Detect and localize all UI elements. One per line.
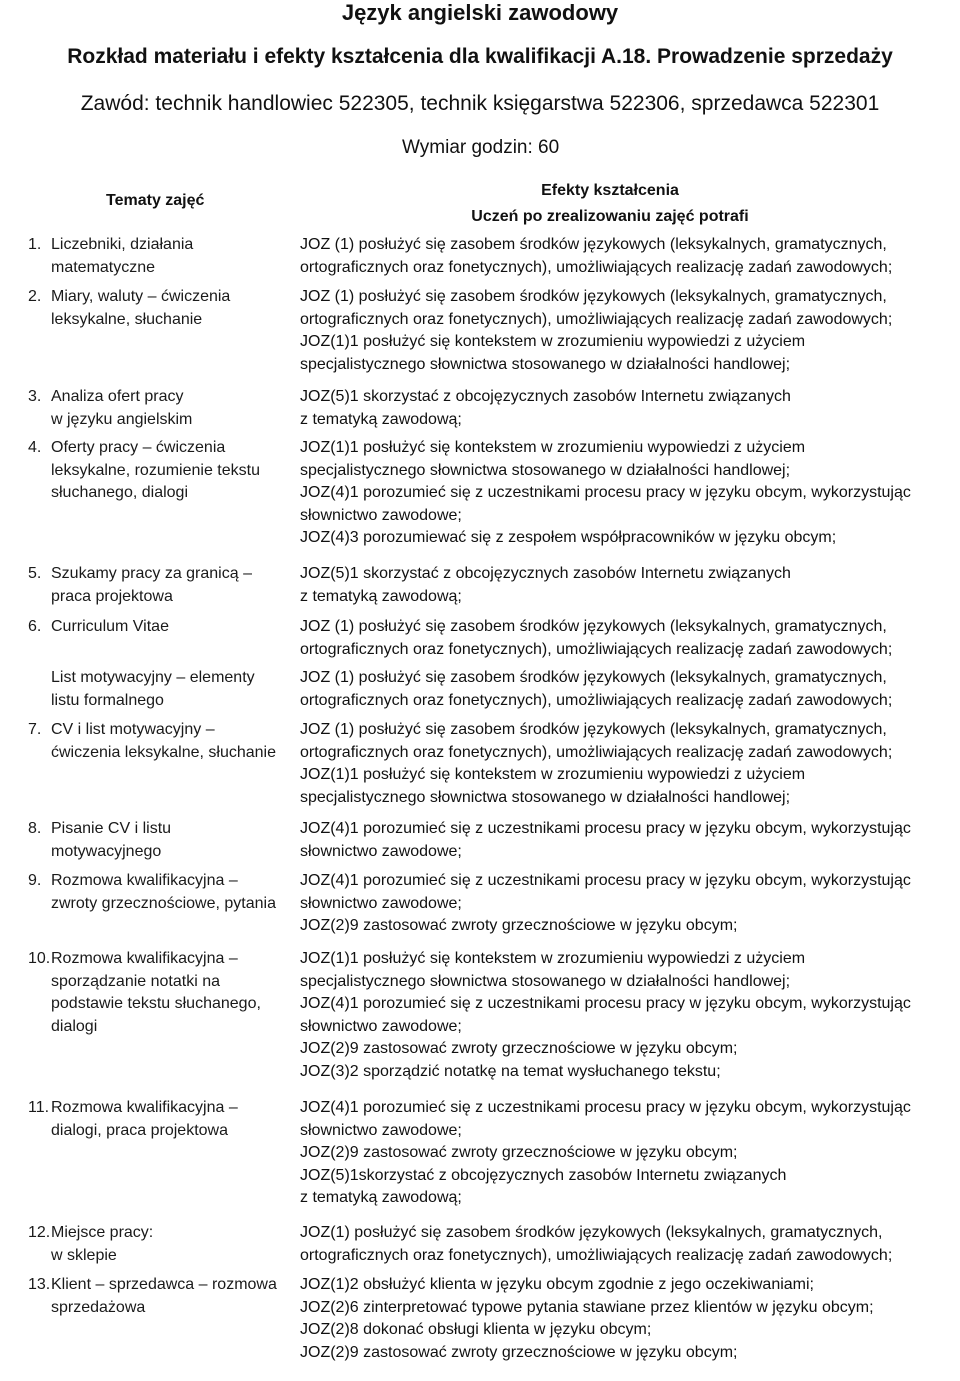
effect-line: ortograficznych oraz fonetycznych), umożliwiających realizację zadań zawodowych;: [300, 310, 893, 328]
topic-cell: [28, 437, 290, 505]
effect-line: JOZ(1)2 obsłużyć klienta w języku obcym zgodnie z jego oczekiwaniami;: [300, 1276, 814, 1293]
topic-text: leksykalne, słuchanie: [51, 310, 203, 328]
effects-cell: [300, 386, 940, 431]
effect-line: JOZ(1) posłużyć się zasobem środków językowych (leksykalnych, gramatycznych,: [300, 1224, 883, 1241]
hours-line: Wymiar godzin: 60: [402, 137, 560, 158]
topic-number: 10.: [28, 950, 51, 967]
topic-cell: [28, 870, 290, 915]
effect-line: JOZ(2)9 zastosować zwroty grzecznościowe w języku obcym;: [300, 917, 738, 934]
topic-number: 7.: [28, 721, 42, 738]
effect-line: JOZ (1) posłużyć się zasobem środków językowych (leksykalnych, gramatycznych,: [300, 618, 887, 635]
topic-text: w sklepie: [51, 1246, 117, 1264]
effect-line: ortograficznych oraz fonetycznych), umożliwiających realizację zadań zawodowych;: [300, 691, 893, 709]
topic-cell: [28, 1222, 290, 1267]
effect-line: JOZ(5)1skorzystać z obcojęzycznych zasobów Internetu związanych: [300, 1166, 787, 1184]
topic-text: Curriculum Vitae: [51, 618, 169, 635]
topic-text: listu formalnego: [51, 691, 164, 709]
effects-cell: [300, 1222, 940, 1267]
topic-text: ćwiczenia leksykalne, słuchanie: [51, 743, 276, 761]
topic-cell: [28, 667, 290, 712]
effects-cell: [300, 818, 940, 863]
topic-text: CV i list motywacyjny –: [51, 721, 215, 738]
effect-line: słownictwo zawodowe;: [300, 1121, 462, 1139]
effect-line: z tematyką zawodową;: [300, 1189, 462, 1206]
effect-line: słownictwo zawodowe;: [300, 842, 462, 860]
topic-text: Szukamy pracy za granicą –: [51, 565, 252, 582]
topic-text: matematyczne: [51, 258, 156, 276]
topic-cell: [28, 818, 290, 863]
topics-column-header: Tematy zajęć: [106, 192, 205, 209]
effect-line: JOZ(1)1 posłużyć się kontekstem w zrozumieniu wypowiedzi z użyciem: [300, 333, 806, 350]
effect-line: JOZ (1) posłużyć się zasobem środków językowych (leksykalnych, gramatycznych,: [300, 236, 887, 253]
effect-line: JOZ (1) posłużyć się zasobem środków językowych (leksykalnych, gramatycznych,: [300, 721, 887, 738]
topic-text: dialogi: [51, 1017, 98, 1035]
effect-line: JOZ(4)1 porozumieć się z uczestnikami procesu pracy w języku obcym, wykorzystując: [300, 1099, 911, 1116]
topic-number: 1.: [28, 236, 42, 253]
topic-number: 2.: [28, 288, 42, 305]
effects-cell: [300, 616, 940, 661]
effects-cell: [300, 1097, 940, 1210]
topic-cell: [28, 1097, 290, 1142]
effect-line: specjalistycznego słownictwa stosowanego w działalności handlowej;: [300, 972, 791, 990]
effect-line: JOZ(4)1 porozumieć się z uczestnikami procesu pracy w języku obcym, wykorzystując: [300, 820, 911, 837]
effect-line: JOZ(2)6 zinterpretować typowe pytania stawiane przez klientów w języku obcym;: [300, 1298, 874, 1316]
topic-text: praca projektowa: [51, 587, 173, 605]
effects-cell: [300, 234, 940, 279]
effect-line: JOZ(5)1 skorzystać z obcojęzycznych zasobów Internetu związanych: [300, 388, 791, 405]
effect-line: JOZ(5)1 skorzystać z obcojęzycznych zasobów Internetu związanych: [300, 565, 791, 582]
effect-line: JOZ(1)1 posłużyć się kontekstem w zrozumieniu wypowiedzi z użyciem: [300, 950, 806, 967]
effects-cell: [300, 563, 940, 608]
topic-cell: [28, 286, 290, 331]
effect-line: JOZ(3)2 sporządzić notatkę na temat wysłuchanego tekstu;: [300, 1062, 721, 1080]
document-subtitle: Rozkład materiału i efekty kształcenia dla kwalifikacji A.18. Prowadzenie sprzedaży: [67, 45, 893, 68]
effect-line: z tematyką zawodową;: [300, 410, 462, 428]
effect-line: z tematyką zawodową;: [300, 587, 462, 605]
effects-header-line: Uczeń po zrealizowaniu zajęć potrafi: [471, 208, 749, 225]
effect-line: JOZ(1)1 posłużyć się kontekstem w zrozumieniu wypowiedzi z użyciem: [300, 439, 806, 456]
topic-text: Rozmowa kwalifikacyjna –: [51, 950, 238, 967]
effects-cell: [300, 437, 940, 550]
effect-line: ortograficznych oraz fonetycznych), umożliwiających realizację zadań zawodowych;: [300, 258, 893, 276]
topic-cell: [28, 386, 290, 431]
effect-line: słownictwo zawodowe;: [300, 506, 462, 524]
effects-header-line: Efekty kształcenia: [541, 182, 679, 199]
effect-line: JOZ (1) posłużyć się zasobem środków językowych (leksykalnych, gramatycznych,: [300, 669, 887, 686]
topic-text: Liczebniki, działania: [51, 236, 194, 253]
topic-cell: [28, 1274, 290, 1319]
topic-text: słuchanego, dialogi: [51, 484, 188, 501]
effect-line: ortograficznych oraz fonetycznych), umożliwiających realizację zadań zawodowych;: [300, 1246, 893, 1264]
topic-text: Analiza ofert pracy: [51, 388, 184, 405]
effect-line: ortograficznych oraz fonetycznych), umożliwiających realizację zadań zawodowych;: [300, 640, 893, 658]
effect-line: JOZ(4)1 porozumieć się z uczestnikami procesu pracy w języku obcym, wykorzystując: [300, 484, 911, 501]
topic-text: zwroty grzecznościowe, pytania: [51, 894, 276, 912]
topic-text: Rozmowa kwalifikacyjna –: [51, 1099, 238, 1116]
effect-line: JOZ(4)1 porozumieć się z uczestnikami procesu pracy w języku obcym, wykorzystując: [300, 872, 911, 889]
topic-text: Pisanie CV i listu: [51, 820, 172, 837]
effect-line: JOZ (1) posłużyć się zasobem środków językowych (leksykalnych, gramatycznych,: [300, 288, 887, 305]
topic-text: List motywacyjny – elementy: [51, 669, 255, 686]
effect-line: słownictwo zawodowe;: [300, 1017, 462, 1035]
effects-cell: [300, 667, 940, 712]
topic-cell: [28, 719, 290, 764]
topic-text: leksykalne, rozumienie tekstu: [51, 461, 260, 479]
effects-cell: [300, 719, 940, 809]
topic-number: 13.: [28, 1276, 51, 1293]
topic-text: podstawie tekstu słuchanego,: [51, 995, 261, 1012]
effects-cell: [300, 948, 940, 1083]
topic-text: w języku angielskim: [51, 410, 193, 428]
topic-cell: [28, 616, 290, 639]
topic-number: 11.: [28, 1099, 50, 1116]
profession-line: Zawód: technik handlowiec 522305, technik księgarstwa 522306, sprzedawca 522301: [80, 92, 880, 115]
effect-line: słownictwo zawodowe;: [300, 894, 462, 912]
topic-text: Oferty pracy – ćwiczenia: [51, 439, 226, 456]
effect-line: JOZ(2)9 zastosować zwroty grzecznościowe w języku obcym;: [300, 1144, 738, 1161]
topic-text: motywacyjnego: [51, 842, 162, 860]
effect-line: ortograficznych oraz fonetycznych), umożliwiających realizację zadań zawodowych;: [300, 743, 893, 761]
topic-text: Miary, waluty – ćwiczenia: [51, 288, 231, 305]
effects-cell: [300, 1274, 940, 1364]
topic-text: sporządzanie notatki na: [51, 972, 220, 990]
effects-column-header: [300, 178, 920, 230]
topic-number: 12.: [28, 1224, 51, 1241]
topic-number: 8.: [28, 820, 42, 837]
topic-text: Miejsce pracy:: [51, 1224, 154, 1241]
topic-cell: [28, 948, 290, 1038]
effect-line: specjalistycznego słownictwa stosowanego w działalności handlowej;: [300, 461, 791, 479]
topic-cell: [28, 563, 290, 608]
effect-line: JOZ(2)9 zastosować zwroty grzecznościowe w języku obcym;: [300, 1040, 738, 1057]
topic-cell: [28, 234, 290, 279]
effects-cell: [300, 870, 940, 938]
topic-number: 9.: [28, 872, 42, 889]
topic-number: 5.: [28, 565, 42, 582]
effect-line: JOZ(2)8 dokonać obsługi klienta w języku obcym;: [300, 1321, 652, 1338]
topic-text: Klient – sprzedawca – rozmowa: [51, 1276, 277, 1293]
effect-line: JOZ(4)3 porozumiewać się z zespołem współpracowników w języku obcym;: [300, 529, 837, 546]
topic-number: 4.: [28, 439, 42, 456]
effect-line: specjalistycznego słownictwa stosowanego w działalności handlowej;: [300, 788, 791, 806]
effect-line: specjalistycznego słownictwa stosowanego w działalności handlowej;: [300, 355, 791, 373]
topic-number: 3.: [28, 388, 42, 405]
effect-line: JOZ(4)1 porozumieć się z uczestnikami procesu pracy w języku obcym, wykorzystując: [300, 995, 911, 1012]
topic-text: sprzedażowa: [51, 1298, 146, 1316]
document-title: Język angielski zawodowy: [341, 0, 619, 25]
effect-line: JOZ(1)1 posłużyć się kontekstem w zrozumieniu wypowiedzi z użyciem: [300, 766, 806, 783]
topic-text: dialogi, praca projektowa: [51, 1121, 228, 1139]
topic-number: 6.: [28, 618, 42, 635]
effect-line: JOZ(2)9 zastosować zwroty grzecznościowe w języku obcym;: [300, 1343, 738, 1361]
effects-cell: [300, 286, 940, 376]
topic-text: Rozmowa kwalifikacyjna –: [51, 872, 238, 889]
